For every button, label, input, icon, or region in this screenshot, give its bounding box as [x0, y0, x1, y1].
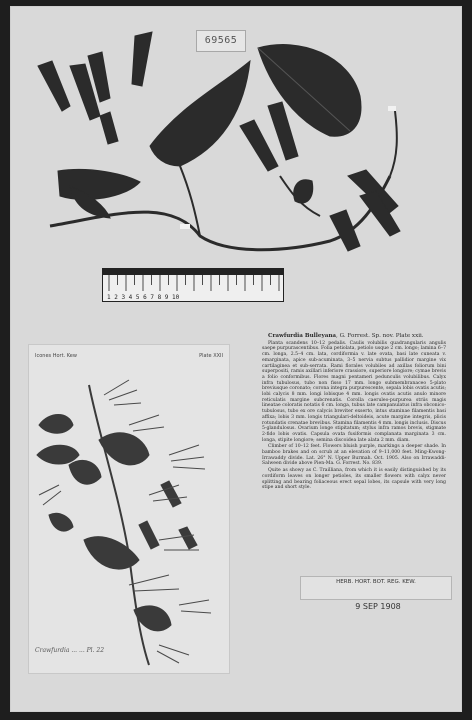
accession-number-label: 69565 — [196, 30, 246, 52]
plate-illustration — [29, 345, 229, 673]
date-stamp: 9 SEP 1908 — [355, 602, 401, 611]
ruler-label: 1 2 3 4 5 6 7 8 9 10 — [107, 294, 180, 301]
field-notes: Climber of 10–12 feet. Flowers bluish purple, markings a deeper shade. In bamboo brakes and on scrub at an elevation of 9–11,000 feet. Ming-Kwong-Irrawaddy divide. Lat. 26° N. Upper Burmah. Oct. 1905. Also on Irrawaddi-Salween divide above Pien-Ma. G. Forrest. No. 839. — [262, 444, 446, 467]
species-name: Crawfurdia Bulleyana — [268, 333, 337, 339]
herbarium-stamp: HERB. HORT. BOT. REG. KEW. — [300, 576, 452, 600]
botanical-plate — [28, 344, 230, 674]
handwritten-label: Crawfurdia ... ... Pl. 22 — [35, 647, 105, 654]
plate-header-left: Icones Hort. Kew — [35, 353, 77, 359]
pressed-specimen — [30, 26, 450, 266]
title-rest: , G. Forrest. Sp. nov. Plate xxii. — [336, 333, 424, 339]
herbarium-sheet — [10, 6, 462, 712]
latin-description: Planta scandens 10–12 pedalis. Caulis volubilis quadrangularis angulis saepe purpurascentibus. Folia petiolata, petiolo usque 2 cm. longo; lamina 6–7 cm. longa, 2.5–4 cm. lata, cordiformia v. late ovata, basi late cuneata v. emarginata, apice sub-acuminata, 3–5 nervia subtus pallidior margine vix cartilaginea et sub-serrata. Rami florales volubiles ad axillas foliorum bini superpositi, ramis axillari inferiore crassiore, superiore longiore; cymae brevis a folio conformibus. Flores magni pentameri pedunculis volubilibus. Calyx infra tubulosus, tubo non fisso 17 mm. longo submembranaceo 5-plato breviusque coronato; corona integra purpurescente, sepala lobis ovatis acutis; lobi calycis 8 mm. longi lobisque 4 mm. longis ovatis acutis anulo minore reticulatis margine subcrenatis. Corolla caeruleo-purpurea striis magis lineatae coloratis notatis 6 cm. longa, tubus late campanulatus infra obconico-tubulosus, tubo ex ore calycis breviter exserto, intus staminae filamentis basi affixa; lobis 3 mm. longis triangulari-deltoideis, acute margine integris, plicis rotundatis crenatae brevibus. Stamina filamentis 4 mm. longis inclusis. Discus 5-glandulosus. Ovarium longe stipitatum; stylus infra ramos brevis, stigmate 2-fido lobis ovatis. Capsula ovata fusiformis complanata marginata 3 cm. longa, stipite longiore; semina discoidea late alata 2 mm. diam. — [262, 340, 446, 443]
comparison-notes: Quite as showy as C. Trailliana, from which it is easily distinguished by its cordiform leaves on longer petioles, its smaller flowers with calyx never splitting and bearing foliaceous erect sepal lobes, its capsule with very long stipe and short style. — [262, 468, 446, 491]
species-description — [262, 334, 446, 574]
plate-header-right: Plate XXII — [199, 353, 223, 359]
scale-ruler — [102, 268, 284, 302]
description-title — [262, 334, 446, 340]
ruler-ticks — [103, 269, 283, 301]
